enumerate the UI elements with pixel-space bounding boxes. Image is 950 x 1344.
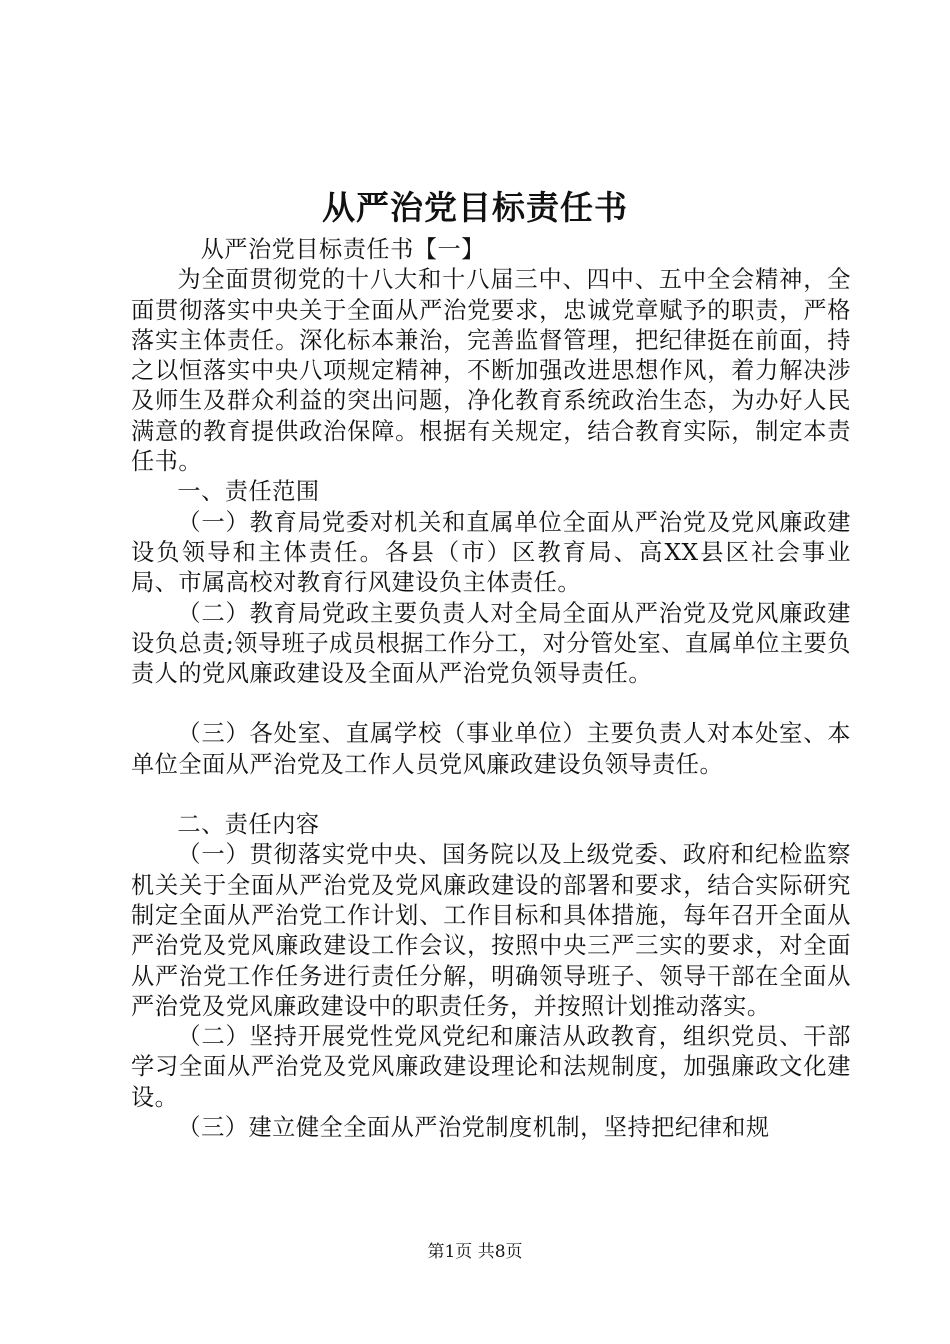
page-footer: 第1页 共8页	[427, 1242, 523, 1262]
document-subtitle: 从严治党目标责任书【一】	[200, 236, 485, 263]
document-body	[131, 235, 851, 1143]
scope-paragraph-2: （二）教育局党政主要负责人对全局全面从严治党及党风廉政建设负总责;领导班子成员根据工作分工，对分管处室、直属单位主要负责人的党风廉政建设及全面从严治党负领导责任。	[131, 599, 851, 688]
content-paragraph-1: （一）贯彻落实党中央、国务院以及上级党委、政府和纪检监察机关关于全面从严治党及党风廉政建设的部署和要求，结合实际研究制定全面从严治党工作计划、工作目标和具体措施，每年召开全面从严治党及党风廉政建设工作会议，按照中央三严三实的要求，对全面从严治党工作任务进行责任分解，明确领导班子、领导干部在全面从严治党及党风廉政建设中的职责任务，并按照计划推动落实。	[131, 841, 851, 1020]
section-heading-content: 二、责任内容	[177, 811, 320, 839]
paragraph-spacer	[131, 689, 851, 719]
intro-paragraph: 为全面贯彻党的十八大和十八届三中、四中、五中全会精神，全面贯彻落实中央关于全面从严治党要求，忠诚党章赋予的职责，严格落实主体责任。深化标本兼治，完善监督管理，把纪律挺在前面，持之以恒落实中央八项规定精神，不断加强改进思想作风，着力解决涉及师生及群众利益的突出问题，净化教育系统政治生态，为办好人民满意的教育提供政治保障。根据有关规定，结合教育实际，制定本责任书。	[131, 266, 851, 476]
paragraph-spacer	[131, 780, 851, 810]
document-title: 从严治党目标责任书	[322, 188, 628, 227]
section-heading-scope: 一、责任范围	[177, 478, 320, 506]
scope-paragraph-1: （一）教育局党委对机关和直属单位全面从严治党及党风廉政建设负领导和主体责任。各县（市）区教育局、高XX县区社会事业局、市属高校对教育行风建设负主体责任。	[131, 508, 851, 597]
content-paragraph-3: （三）建立健全全面从严治党制度机制，坚持把纪律和规	[177, 1114, 770, 1142]
scope-paragraph-3: （三）各处室、直属学校（事业单位）主要负责人对本处室、本单位全面从严治党及工作人员党风廉政建设负领导责任。	[131, 720, 851, 778]
content-paragraph-2: （二）坚持开展党性党风党纪和廉洁从政教育，组织党员、干部学习全面从严治党及党风廉政建设理论和法规制度，加强廉政文化建设。	[131, 1023, 851, 1111]
